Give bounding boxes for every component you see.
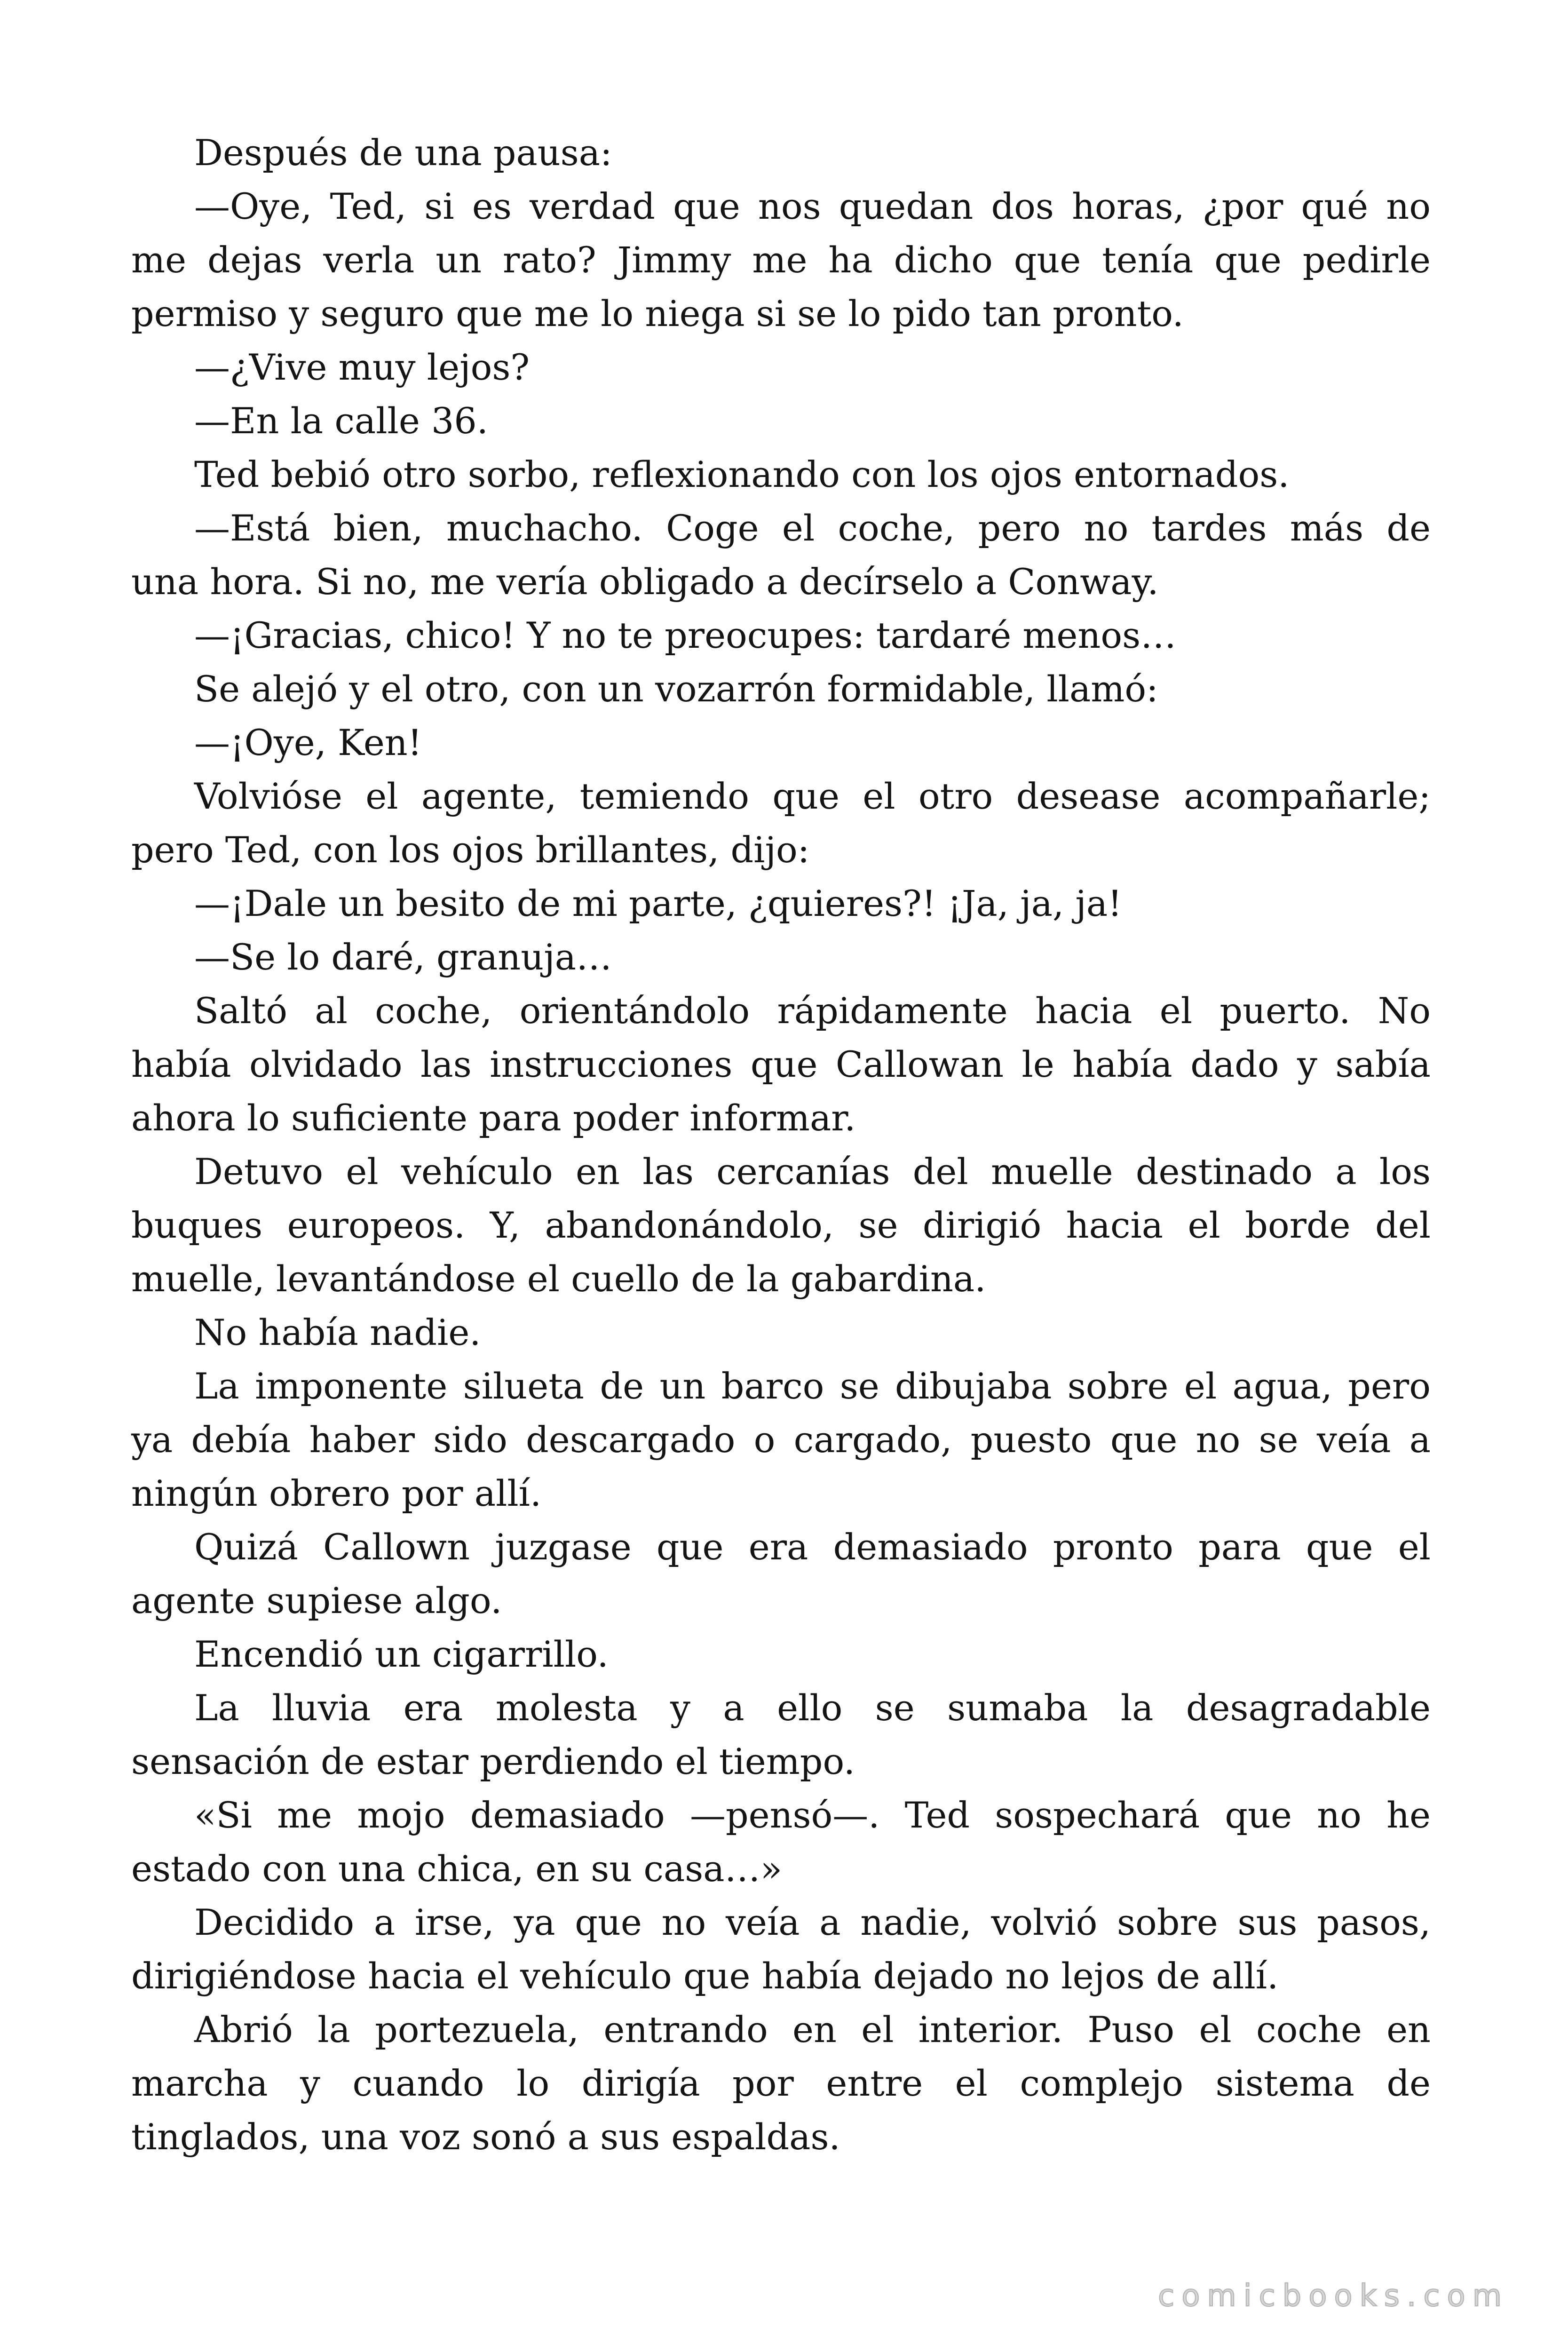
text-line: Abrió la portezuela, entrando en el interior. Puso el coche en — [194, 2009, 1431, 2050]
text-line: Se alejó y el otro, con un vozarrón formidable, llamó: — [194, 668, 1158, 710]
text-line: una hora. Si no, me vería obligado a decírselo a Conway. — [131, 561, 1159, 603]
text-line: marcha y cuando lo dirigía por entre el complejo sistema de — [131, 2062, 1431, 2104]
paragraph — [131, 930, 1431, 984]
text-line: Detuvo el vehículo en las cercanías del muelle destinado a los — [194, 1151, 1431, 1192]
text-line: Ted bebió otro sorbo, reflexionando con los ojos entornados. — [194, 453, 1290, 495]
text-line: ya debía haber sido descargado o cargado, puesto que no se veía a — [131, 1419, 1431, 1461]
text-line: estado con una chica, en su casa…» — [131, 1848, 783, 1890]
text-line: Quizá Callown juzgase que era demasiado pronto para que el — [194, 1526, 1431, 1568]
text-line: agente supiese algo. — [131, 1580, 502, 1621]
body-text — [131, 126, 1431, 2164]
text-line: —¡Dale un besito de mi parte, ¿quieres?! ¡Ja, ja, ja! — [194, 882, 1122, 924]
text-line: Volvióse el agente, temiendo que el otro desease acompañarle; — [194, 775, 1431, 817]
text-line: pero Ted, con los ojos brillantes, dijo: — [131, 829, 810, 871]
paragraph — [131, 1788, 1431, 1896]
text-line: «Si me mojo demasiado —pensó—. Ted sospechará que no he — [194, 1794, 1431, 1836]
text-line: Después de una pausa: — [194, 132, 612, 174]
paragraph — [131, 1896, 1431, 2003]
paragraph — [131, 341, 1431, 394]
text-line: buques europeos. Y, abandonándolo, se dirigió hacia el borde del — [131, 1204, 1431, 1246]
paragraph — [131, 2003, 1431, 2164]
text-line: No había nadie. — [194, 1311, 481, 1353]
paragraph — [131, 662, 1431, 716]
text-line: había olvidado las instrucciones que Callowan le había dado y sabía — [131, 1043, 1431, 1085]
paragraph — [131, 1306, 1431, 1359]
paragraph — [131, 126, 1431, 180]
paragraph — [131, 1628, 1431, 1681]
text-line: La lluvia era molesta y a ello se sumaba la desagradable — [194, 1687, 1431, 1729]
paragraph — [131, 984, 1431, 1145]
paragraph — [131, 1359, 1431, 1520]
watermark: comicbooks.com — [1158, 2279, 1509, 2313]
text-line: —¡Oye, Ken! — [194, 722, 422, 763]
text-line: dirigiéndose hacia el vehículo que había dejado no lejos de allí. — [131, 1955, 1279, 1997]
paragraph — [131, 609, 1431, 662]
text-line: permiso y seguro que me lo niega si se lo pido tan pronto. — [131, 293, 1184, 334]
text-line: ningún obrero por allí. — [131, 1472, 542, 1514]
text-line: —Se lo daré, granuja… — [194, 936, 612, 978]
paragraph — [131, 716, 1431, 770]
paragraph — [131, 877, 1431, 930]
paragraph — [131, 180, 1431, 341]
text-line: me dejas verla un rato? Jimmy me ha dicho que tenía que pedirle — [131, 239, 1431, 281]
paragraph — [131, 1681, 1431, 1788]
text-line: —Está bien, muchacho. Coge el coche, pero no tardes más de — [194, 507, 1431, 549]
paragraph — [131, 394, 1431, 448]
text-line: —En la calle 36. — [194, 400, 488, 442]
text-line: —¿Vive muy lejos? — [194, 346, 530, 388]
text-line: —¡Gracias, chico! Y no te preocupes: tardaré menos… — [194, 614, 1177, 656]
text-line: ahora lo suficiente para poder informar. — [131, 1097, 856, 1139]
paragraph — [131, 501, 1431, 609]
text-line: sensación de estar perdiendo el tiempo. — [131, 1740, 855, 1782]
text-line: Encendió un cigarrillo. — [194, 1633, 609, 1675]
paragraph — [131, 448, 1431, 501]
paragraph — [131, 770, 1431, 877]
paragraph — [131, 1520, 1431, 1628]
text-line: La imponente silueta de un barco se dibujaba sobre el agua, pero — [194, 1365, 1431, 1407]
text-line: Decidido a irse, ya que no veía a nadie, volvió sobre sus pasos, — [194, 1901, 1431, 1943]
text-line: muelle, levantándose el cuello de la gabardina. — [131, 1258, 986, 1300]
paragraph — [131, 1145, 1431, 1306]
text-line: tinglados, una voz sonó a sus espaldas. — [131, 2116, 840, 2158]
text-line: —Oye, Ted, si es verdad que nos quedan dos horas, ¿por qué no — [194, 185, 1431, 227]
text-line: Saltó al coche, orientándolo rápidamente hacia el puerto. No — [194, 990, 1431, 1032]
